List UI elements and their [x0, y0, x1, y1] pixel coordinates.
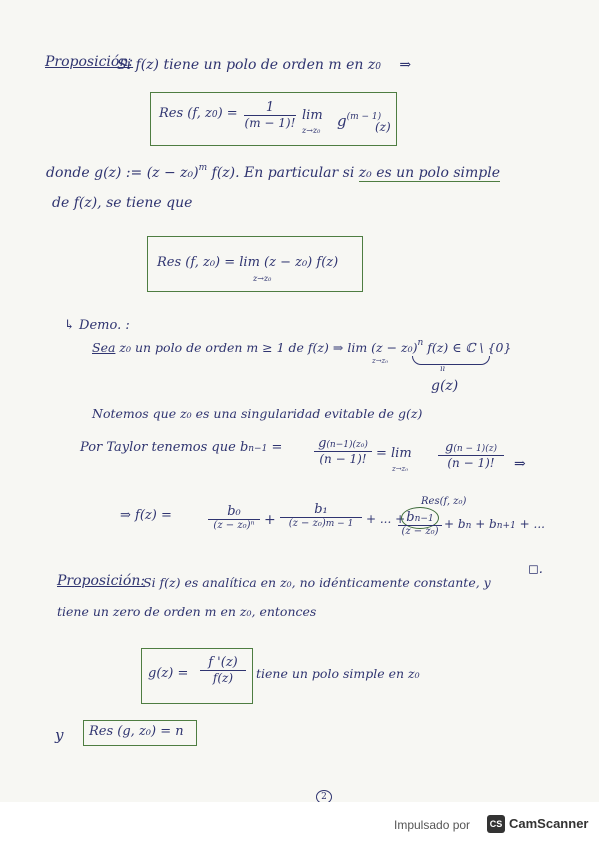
residue-formula-arg: (z) [375, 120, 391, 134]
qed-mark: ◻. [528, 562, 543, 577]
laurent-lhs: ⇒ f(z) = [120, 508, 172, 523]
residue-formula-lim: lim [302, 108, 323, 123]
g-marker: ıı [440, 364, 446, 373]
prop2-line-1: Si f(z) es analítica en z₀, no idénticamente constante, y [143, 575, 491, 590]
taylor-fraction-1: $\frac{\text{g(n−1)(z₀)}}{(n - 1)!}$ [314, 436, 372, 466]
demo-line-2: Notemos que z₀ es una singularidad evitable de g(z) [92, 406, 423, 421]
residue-formula-lhs: Res (f, z0) = [159, 106, 238, 121]
and-word: y [55, 726, 64, 744]
prop2-line-2: tiene un zero de orden m en z₀, entonces [57, 604, 317, 619]
taylor-fraction-2: $\frac{g(n - 1)(z)}{(n - 1)!}$ [438, 440, 504, 470]
log-derivative-lhs: g(z) = [148, 666, 189, 681]
powered-by-text: Impulsado por [394, 818, 471, 832]
camscanner-brand: CamScanner [509, 816, 589, 831]
residue-formula-g: $g^{(m - 1)}$ [337, 112, 382, 130]
taylor-implies: ⇒ [514, 456, 526, 472]
log-derivative-rhs: tiene un polo simple en z₀ [256, 666, 420, 681]
where-line: donde g(z) := $(z - z_0)^m$ f(z). En particular si z₀ es un polo simple [46, 163, 501, 181]
heading-proposicion-2: Proposición: [57, 573, 146, 589]
simple-pole-formula: Res (f, z₀) = lim (z − z₀) f(z) [157, 255, 339, 270]
page-number: 2 [316, 790, 332, 804]
laurent-tail: + bn + bn+1 + ... [444, 517, 545, 531]
camscanner-logo-icon: CS [487, 815, 505, 833]
intro-text: Si f(z) tiene un polo de orden m en z0 ⇒ [117, 57, 412, 73]
residue-formula-lim-sub: z→z₀ [302, 126, 321, 135]
brace-underline [412, 356, 490, 365]
residue-formula-fraction: $\frac{1}{(m - 1)!}$ [244, 100, 296, 130]
laurent-fraction-2: b₁ (z − z₀)m − 1 [280, 502, 362, 529]
res-label: Res(f, z₀) [421, 496, 467, 507]
demo-line-1-lim-sub: z→z₀ [372, 357, 389, 365]
laurent-dots: + ... + [366, 512, 406, 526]
laurent-fraction-3: bn−1 (z − z₀) [398, 510, 442, 537]
laurent-plus: + [264, 512, 276, 528]
taylor-line-text: Por Taylor tenemos que bn−1 = [80, 440, 283, 455]
g-label: g(z) [431, 378, 459, 394]
where-line-2: de f(z), se tiene que [52, 195, 193, 211]
taylor-lim: = lim [376, 446, 412, 461]
demo-line-1: Sea z₀ un polo de orden m ≥ 1 de f(z) ⇒ $\lim (z - z_0)^n$ f(z) ∈ ℂ \ {0} [92, 338, 512, 355]
res-g-formula: Res (g, z₀) = n [89, 724, 184, 739]
taylor-lim-sub: z→z₀ [392, 465, 409, 473]
demo-label: ↳ Demo. : [64, 318, 130, 333]
laurent-fraction-1: b₀ (z − z₀)ⁿ [208, 504, 260, 531]
log-derivative-fraction: $\frac{f '(z)}{f(z)}$ [200, 655, 246, 685]
heading-proposicion-1: Proposición: [45, 54, 134, 70]
simple-pole-lim-sub: z→z₀ [253, 274, 272, 283]
